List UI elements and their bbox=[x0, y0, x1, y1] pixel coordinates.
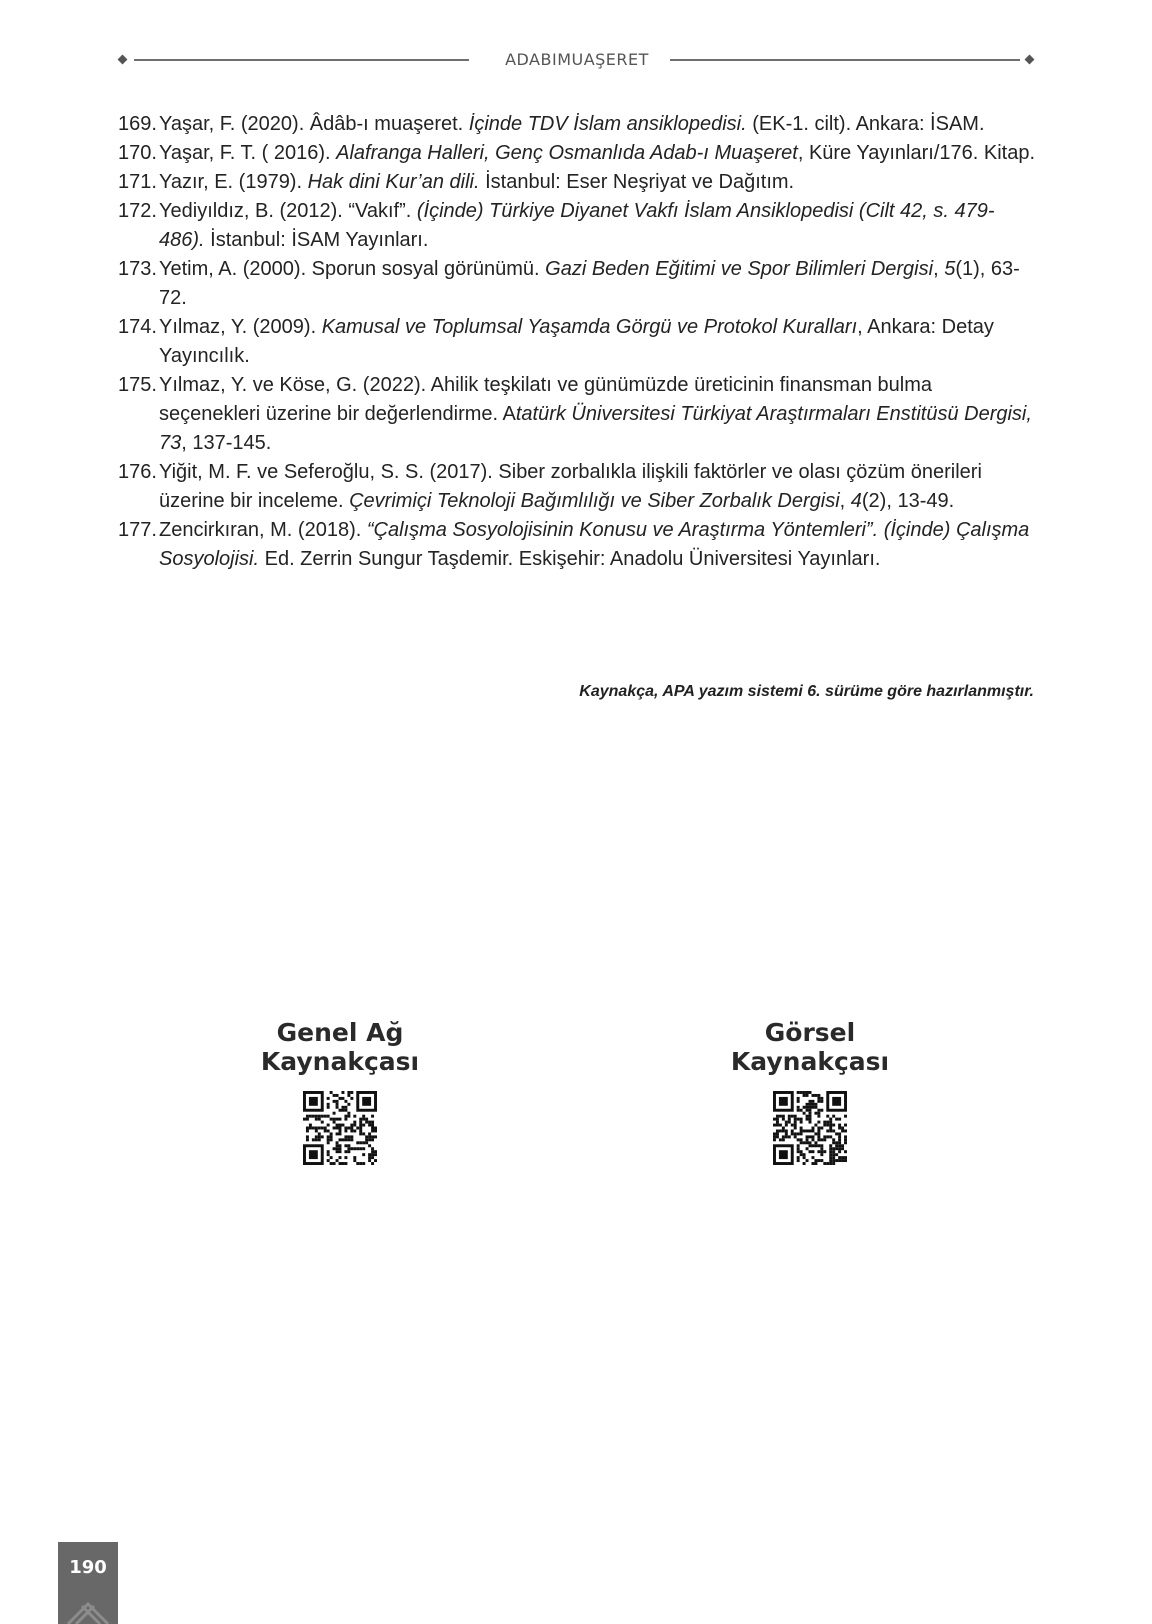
reference-text bbox=[159, 113, 985, 135]
reference-italic-segment: Kamusal ve Toplumsal Yaşamda Görgü ve Protokol Kuralları bbox=[321, 316, 858, 338]
header-right-rule bbox=[670, 59, 1020, 61]
reference-item bbox=[118, 197, 1038, 255]
reference-number: 177. bbox=[118, 519, 157, 541]
reference-segment: Yiğit, M. F. ve Seferoğlu, S. S. (2017). Siber zorbalıkla ilişkili faktörler ve olası çözüm önerileri üzerine bir inceleme. bbox=[159, 461, 982, 512]
reference-number: 175. bbox=[118, 374, 157, 396]
reference-number: 173. bbox=[118, 258, 157, 280]
reference-text bbox=[159, 258, 1020, 309]
reference-segment: , bbox=[839, 490, 851, 512]
qr-title-line-1: Genel Ağ bbox=[276, 1018, 404, 1047]
reference-segment: İstanbul: İSAM Yayınları. bbox=[204, 229, 429, 251]
reference-segment: , bbox=[933, 258, 945, 280]
reference-number: 174. bbox=[118, 316, 157, 338]
reference-item bbox=[118, 110, 1038, 139]
reference-segment: , Ankara: Detay Yayıncılık. bbox=[159, 316, 994, 367]
qr-title-line-2: Kaynakçası bbox=[260, 1047, 420, 1076]
reference-italic-segment: 4 bbox=[850, 490, 862, 512]
qr-block-web-references bbox=[210, 1018, 470, 1165]
reference-segment: (EK-1. cilt). Ankara: İSAM. bbox=[746, 113, 985, 135]
reference-text bbox=[159, 142, 1035, 164]
reference-segment: Yediyıldız, B. (2012). “Vakıf”. bbox=[159, 200, 417, 222]
reference-segment: Yılmaz, Y. (2009). bbox=[159, 316, 322, 338]
reference-item bbox=[118, 371, 1038, 458]
reference-segment: , Küre Yayınları/176. Kitap. bbox=[797, 142, 1036, 164]
qr-title-image-references bbox=[680, 1018, 940, 1076]
reference-number: 172. bbox=[118, 200, 157, 222]
reference-text bbox=[159, 461, 982, 512]
reference-segment: Yılmaz, Y. ve Köse, G. (2022). Ahilik teşkilatı ve günümüzde üreticinin finansman bulma seçenekleri üzerine bir değerlendirme. A bbox=[159, 374, 932, 425]
reference-segment: Zencirkıran, M. (2018). bbox=[159, 519, 367, 541]
reference-number: 176. bbox=[118, 461, 157, 483]
qr-title-line-1: Görsel bbox=[764, 1018, 856, 1047]
reference-segment: Yaşar, F. (2020). Âdâb-ı muaşeret. bbox=[159, 113, 469, 135]
reference-item bbox=[118, 255, 1038, 313]
running-header bbox=[118, 48, 1036, 74]
reference-item bbox=[118, 313, 1038, 371]
reference-item bbox=[118, 139, 1038, 168]
reference-segment: Ed. Zerrin Sungur Taşdemir. Eskişehir: Anadolu Üniversitesi Yayınları. bbox=[259, 548, 881, 570]
reference-segment: Yetim, A. (2000). Sporun sosyal görünümü. bbox=[159, 258, 546, 280]
reference-italic-segment: 5 bbox=[944, 258, 956, 280]
reference-item bbox=[118, 516, 1038, 574]
reference-segment: Yaşar, F. T. ( 2016). bbox=[159, 142, 337, 164]
reference-segment: Yazır, E. (1979). bbox=[159, 171, 308, 193]
reference-italic-segment: Hak dini Kur’an dili. bbox=[307, 171, 480, 193]
reference-italic-segment: tatürk Üniversitesi Türkiyat Araştırmaları Enstitüsü Dergisi, 73 bbox=[159, 403, 1032, 454]
page-number: 190 bbox=[69, 1557, 107, 1578]
citation-style-note: Kaynakça, APA yazım sistemi 6. sürüme göre hazırlanmıştır. bbox=[579, 683, 1034, 700]
qr-code-icon[interactable] bbox=[303, 1091, 377, 1165]
reference-text bbox=[159, 374, 1032, 454]
reference-item bbox=[118, 168, 1038, 197]
page-number-tab bbox=[58, 1542, 118, 1624]
reference-segment: İstanbul: Eser Neşriyat ve Dağıtım. bbox=[479, 171, 795, 193]
reference-text bbox=[159, 519, 1029, 570]
qr-block-image-references bbox=[680, 1018, 940, 1165]
reference-list bbox=[118, 110, 1038, 574]
reference-text bbox=[159, 200, 995, 251]
reference-italic-segment: Gazi Beden Eğitimi ve Spor Bilimleri Dergisi bbox=[545, 258, 934, 280]
reference-number: 171. bbox=[118, 171, 157, 193]
reference-number: 169. bbox=[118, 113, 157, 135]
reference-italic-segment: Alafranga Halleri, Genç Osmanlıda Adab-ı Muaşeret bbox=[336, 142, 798, 164]
qr-code-icon[interactable] bbox=[773, 1091, 847, 1165]
reference-italic-segment: İçinde TDV İslam ansiklopedisi. bbox=[468, 113, 747, 135]
reference-italic-segment: (İçinde) Türkiye Diyanet Vakfı İslam Ansiklopedisi (Cilt 42, s. 479-486). bbox=[159, 200, 995, 251]
reference-segment: (1), 63-72. bbox=[159, 258, 1020, 309]
qr-title-web-references bbox=[210, 1018, 470, 1076]
reference-text bbox=[159, 316, 994, 367]
header-title: ADABIMUAŞERET bbox=[505, 50, 649, 69]
reference-number: 170. bbox=[118, 142, 157, 164]
reference-segment: (2), 13-49. bbox=[861, 490, 955, 512]
reference-text bbox=[159, 171, 794, 193]
qr-title-line-2: Kaynakçası bbox=[730, 1047, 890, 1076]
knot-ornament-icon bbox=[64, 1598, 112, 1624]
reference-italic-segment: Çevrimiçi Teknoloji Bağımlılığı ve Siber Zorbalık Dergisi bbox=[349, 490, 840, 512]
reference-segment: , 137-145. bbox=[181, 432, 272, 454]
reference-italic-segment: “Çalışma Sosyolojisinin Konusu ve Araştırma Yöntemleri”. (İçinde) Çalışma Sosyolojisi. bbox=[159, 519, 1030, 570]
reference-item bbox=[118, 458, 1038, 516]
